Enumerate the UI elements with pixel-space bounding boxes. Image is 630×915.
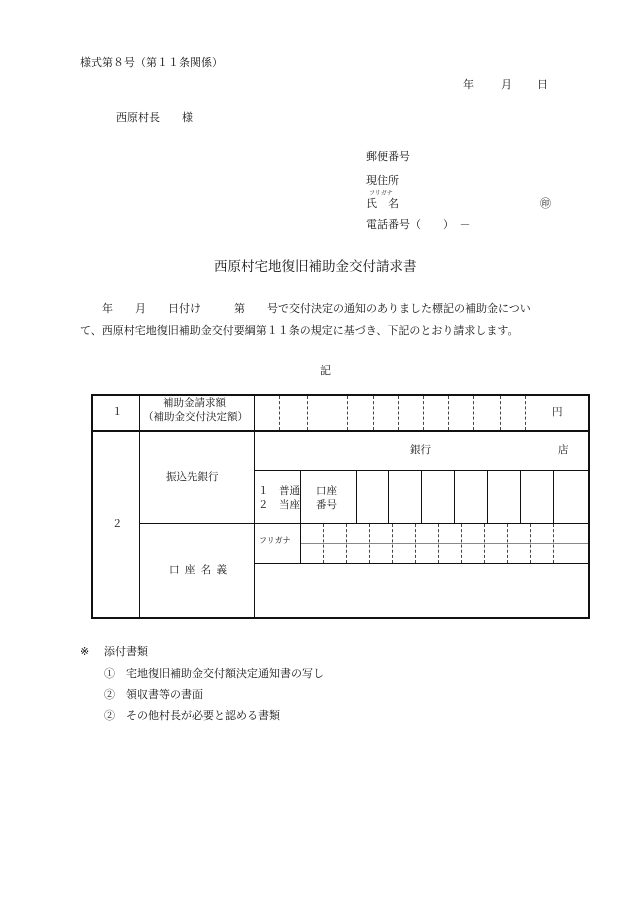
- phone-label: 電話番号（ ） －: [366, 218, 471, 231]
- seal-mark: ㊞: [540, 197, 551, 210]
- date-day-label: 日: [537, 78, 548, 91]
- row1-number: １: [112, 406, 123, 418]
- attachments-heading: 添付書類: [104, 645, 148, 658]
- attachment-item: ② その他村長が必要と認める書類: [104, 709, 280, 722]
- attachment-item: ① 宅地復旧補助金交付額決定通知書の写し: [104, 667, 324, 680]
- name-label: 氏 名: [366, 197, 399, 210]
- account-number-label-b: 番号: [316, 499, 337, 511]
- form-number: 様式第８号（第１１条関係）: [80, 56, 223, 69]
- body-text-line2: て、西原村宅地復旧補助金交付要綱第１１条の規定に基づき、下記のとおり請求します。: [80, 324, 519, 337]
- note-mark: ※: [80, 645, 90, 658]
- bank-label: 振込先銀行: [166, 471, 219, 483]
- document-title: 西原村宅地復旧補助金交付請求書: [214, 259, 417, 275]
- account-holder-furigana: フリガナ: [259, 536, 291, 545]
- date-month-label: 月: [501, 78, 512, 91]
- postal-code-label: 郵便番号: [366, 150, 410, 163]
- address-label: 現住所: [366, 174, 399, 187]
- ki-marker: 記: [320, 364, 331, 377]
- attachment-item: ② 領収書等の書面: [104, 688, 203, 701]
- account-number-label-a: 口座: [316, 485, 337, 497]
- bank-suffix: 銀行: [410, 444, 431, 456]
- account-holder-label: 口 座 名 義: [169, 564, 229, 576]
- account-type-current: ２ 当座: [258, 499, 300, 511]
- claim-amount-label: 補助金請求額: [163, 397, 226, 409]
- yen-unit: 円: [552, 406, 563, 418]
- furigana-label: フリガナ: [369, 190, 393, 197]
- date-year-label: 年: [463, 78, 474, 91]
- decided-amount-label: （補助金交付決定額）: [143, 411, 248, 423]
- addressee: 西原村長 様: [116, 111, 193, 124]
- row2-number: ２: [112, 518, 123, 530]
- branch-suffix: 店: [558, 444, 569, 456]
- body-text-line1: 年 月 日付け 第 号で交付決定の通知のありました標記の補助金につい: [80, 302, 531, 315]
- account-type-ordinary: １ 普通: [258, 485, 300, 497]
